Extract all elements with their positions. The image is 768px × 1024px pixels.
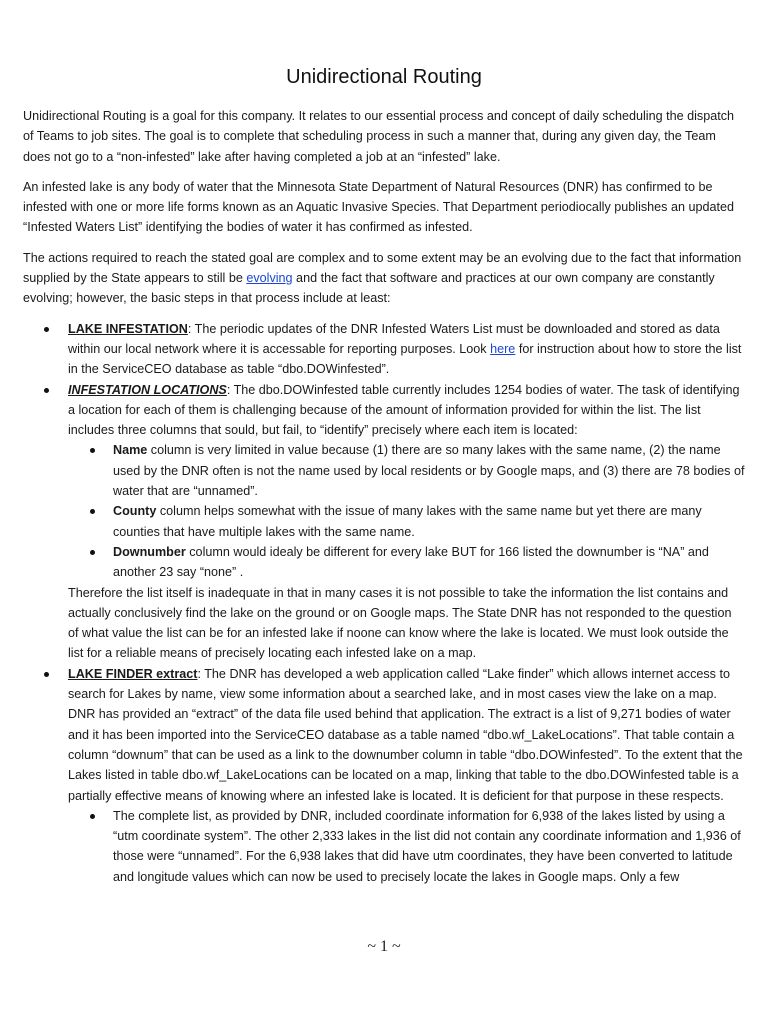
sub-text: column helps somewhat with the issue of many lakes with the same name but yet there are many counties that have multiple lakes with the same name. (113, 504, 702, 539)
sub-item-name (68, 440, 745, 501)
intro-text: Unidirectional Routing is a goal for this company. It relates to our essential process and concept of daily scheduling the dispatch of Teams to job sites. The goal is to complete that scheduling process in such a manner that, during any given day, the Team does not go to a “non-infested” lake after having completed a job at an “infested” lake. (23, 109, 735, 164)
sub-text: The complete list, as provided by DNR, included coordinate information for 6,938 of the lakes listed by using a “utm coordinate system”. The other 2,333 lakes in the list did not contain any coordinate information and 1,936 of those were “unnamed”. For the 6,938 lakes that did have utm coordinates, they have been converted to latitude and longitude values which can now be used to precisely locate the lakes in Google maps. Only a few (113, 808, 741, 884)
definition-text: An infested lake is any body of water that the Minnesota State Department of Natural Resources (DNR) has confirmed to be infested with one or more life forms known as an Aquatic Invasive Species. That Department periodiocally publishes an updated “Infested Waters List” identifying the bodies of water it has confirmed as infested. (23, 179, 735, 235)
sub-term: County (113, 504, 157, 519)
here-link[interactable]: here (490, 341, 516, 356)
evolving-link[interactable]: evolving (246, 271, 293, 286)
bullet-text: : The dbo.DOWinfested table currently includes 1254 bodies of water. The task of identifying a location for each of them is challenging because of the amount of information provided for within the list. The list includes three columns that sould, but fail, to “identify” precisely where each item is located: (68, 382, 740, 438)
sub-term: Name (113, 443, 148, 458)
intro-paragraph (23, 106, 745, 167)
actions-paragraph (23, 248, 745, 309)
sub-item-coordinates (68, 806, 745, 887)
sub-item-downumber (68, 542, 745, 583)
actions-text-after: and the fact that software and practices at our own company are constantly evolving; however, the basic steps in that process include at least: (23, 271, 715, 306)
steps-list (23, 319, 745, 887)
list-item-infestation-locations (23, 380, 745, 664)
definition-paragraph (23, 177, 745, 238)
bullet-text: for instruction about how to store the list in the ServiceCEO database as table “dbo.DOWinfested”. (68, 341, 742, 377)
bullet-term: LAKE INFESTATION (68, 321, 188, 336)
actions-text-before: The actions required to reach the stated goal are complex and to some extent may be an evolving due to the fact that information supplied by the State appears to still be (23, 250, 742, 286)
sub-term: Downumber (113, 544, 186, 559)
list-item-lake-infestation (23, 319, 745, 380)
bullet-text: : The periodic updates of the DNR Infested Waters List must be downloaded and stored as data within our local network where it is accessable for reporting purposes. Look (68, 321, 720, 356)
finder-sublist (68, 806, 745, 887)
bullet-term: LAKE FINDER extract (68, 666, 198, 681)
page-title: Unidirectional Routing (286, 66, 482, 88)
bullet-text: : The DNR has developed a web application called “Lake finder” which allows internet access to search for Lakes by name, view some information about a searched lake, and in most cases view the lake on a map. DNR has provided an “extract” of the data file used behind that application. The extract is a list of 9,271 bodies of water and it has been imported into the ServiceCEO database as a table named “dbo.wf_LakeLocations”. That table contain a column “downum” that can be used as a link to the downumber column in table “dbo.DOWinfested”. To the extent that the Lakes listed in table dbo.wf_LakeLocations can be located on a map, linking that table to the dbo.DOWinfested table is a partially effective means of knowing where an infested lake is located. It is deficient for that purpose in these respects. (68, 666, 743, 803)
locations-conclusion: Therefore the list itself is inadequate in that in many cases it is not possible to take the information the list contains and actually conclusively find the lake on the ground or on Google maps. The State DNR has not responded to the question of what value the list can be for an infested lake if noone can know where the lake is located. We must look outside the list for a reliable means of precisely locating each infested lake on a map. (68, 585, 732, 661)
sub-item-county (68, 501, 745, 542)
document-page (23, 64, 745, 887)
list-item-lake-finder (23, 664, 745, 887)
sub-text: column is very limited in value because (1) there are so many lakes with the same name, (2) the name used by the DNR often is not the name used by local residents or by Google maps, and (3) there are 78 bodies of water that are “unnamed”. (113, 443, 745, 499)
columns-sublist (68, 440, 745, 582)
sub-text: column would idealy be different for every lake BUT for 166 listed the downumber is “NA” and another 23 say “none” . (113, 544, 709, 580)
page-number: ~ 1 ~ (367, 938, 401, 955)
bullet-term: INFESTATION LOCATIONS (68, 382, 227, 397)
